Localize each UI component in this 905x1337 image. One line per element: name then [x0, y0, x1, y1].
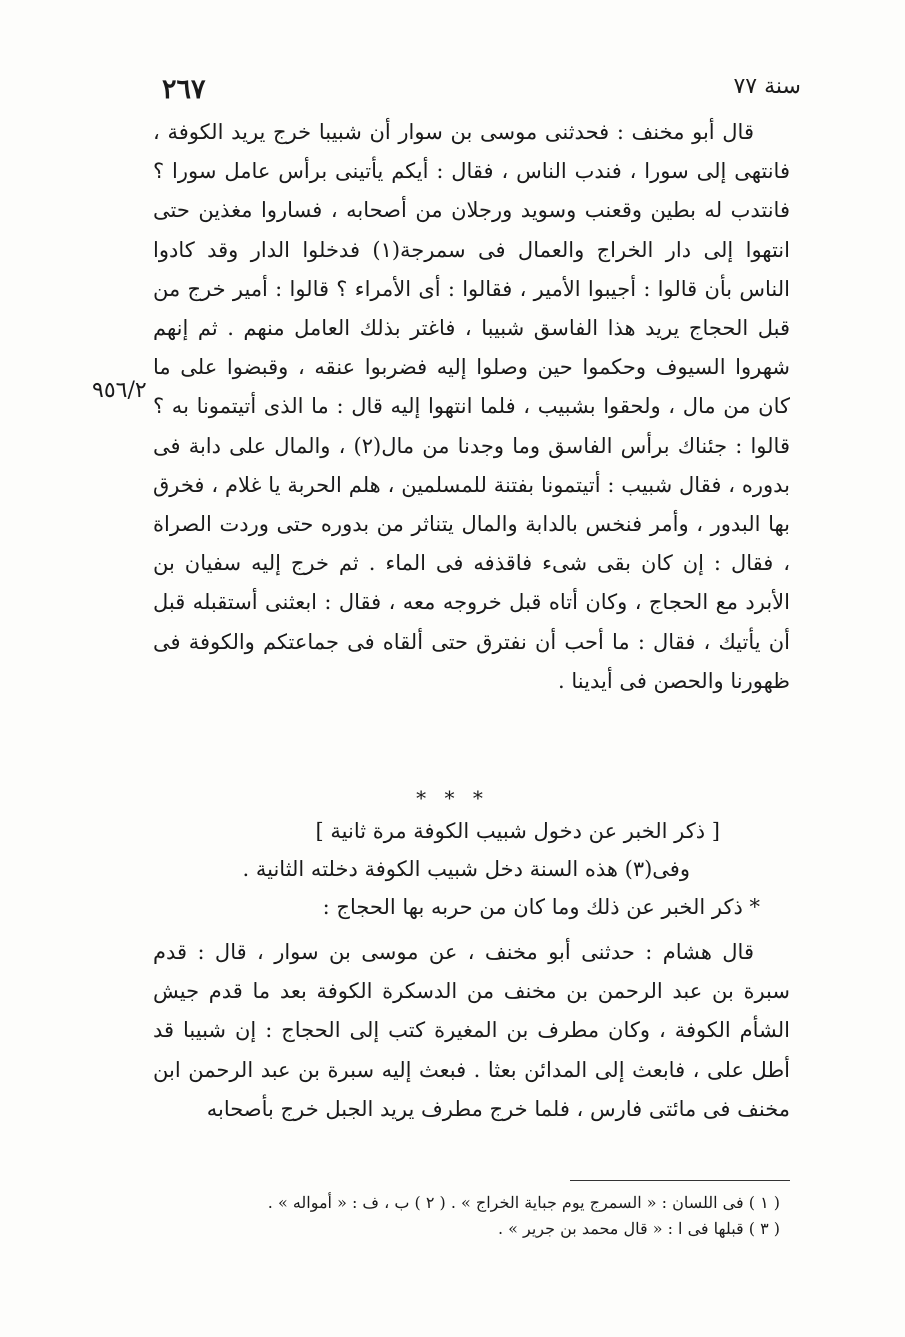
footnote-divider — [570, 1180, 790, 1181]
paragraph: قال هشام : حدثنى أبو مخنف ، عن موسى بن سوار ، قال : قدم سبرة بن عبد الرحمن بن مخنف من الدسكرة الكوفة بعد ما قدم جيش الشأم الكوفة ، وكان مطرف بن المغيرة كتب إلى الحجاج : إن شبيبا قد أطل على ، فابعث إلى المدائن بعثا . فبعث إليه سبرة بن عبد الرحمن ابن مخنف فى مائتى فارس ، فلما خرج مطرف يريد الجبل خرج بأصحابه — [153, 940, 790, 1121]
section-subheading: * ذكر الخبر عن ذلك وما كان من حربه بها الحجاج : — [322, 895, 760, 919]
running-header-year: سنة ٧٧ — [733, 74, 801, 99]
section-heading — [153, 812, 790, 926]
body-text-first — [153, 113, 790, 701]
paragraph: قال أبو مخنف : فحدثنى موسى بن سوار أن شبيبا خرج يريد الكوفة ، فانتهى إلى سورا ، فندب الناس ، فقال : أيكم يأتينى برأس عامل سورا ؟ فانتدب له بطين وقعنب وسويد ورجلان من أصحابه ، فساروا مغذين حتى انتهوا إلى دار الخراج والعمال فى سمرجة(١) فدخلوا الدار وقد كادوا الناس بأن قالوا : أجيبوا الأمير ، فقالوا : أى الأمراء ؟ قالوا : أمير خرج من قبل الحجاج يريد هذا الفاسق شبيبا ، فاغتر بذلك العامل منهم . ثم إنهم شهروا السيوف وحكموا حين وصلوا إليه فضربوا عنقه ، وقبضوا على ما كان من مال ، ولحقوا بشبيب ، فلما انتهوا إليه قال : ما الذى أتيتمونا به ؟ قالوا : جئناك برأس الفاسق وما وجدنا من مال(٢) ، والمال على دابة فى بدوره ، فقال شبيب : أتيتمونا بفتنة للمسلمين ، هلم الحربة يا غلام ، فخرق بها البدور ، وأمر فنخس بالدابة والمال يتناثر من بدوره حتى وردت الصراة ، فقال : إن كان بقى شىء فاقذفه فى الماء . ثم خرج إليه سفيان بن الأبرد مع الحجاج ، وكان أتاه قبل خروجه معه ، فقال : ابعثنى أستقبله قبل أن يأتيك ، فقال : ما أحب أن نفترق حتى ألقاه فى جماعتكم والكوفة فى ظهورنا والحصن فى أيدينا . — [153, 120, 791, 693]
section-separator: * * * — [416, 786, 489, 810]
page-number: ٢٦٧ — [162, 74, 206, 105]
margin-reference: ٩٥٦/٢ — [92, 378, 147, 403]
section-intro: وفى(٣) هذه السنة دخل شبيب الكوفة دخلته الثانية . — [242, 857, 690, 881]
footnotes — [200, 1190, 790, 1242]
footnote-line: ( ٣ ) قبلها فى ا : « قال محمد بن جرير » . — [497, 1219, 780, 1238]
body-text-second — [153, 933, 790, 1129]
section-title: [ ذكر الخبر عن دخول شبيب الكوفة مرة ثانية ] — [315, 819, 720, 843]
footnote-line: ( ١ ) فى اللسان : « السمرج يوم جباية الخراج » . ( ٢ ) ب ، ف : « أمواله » . — [267, 1193, 780, 1212]
